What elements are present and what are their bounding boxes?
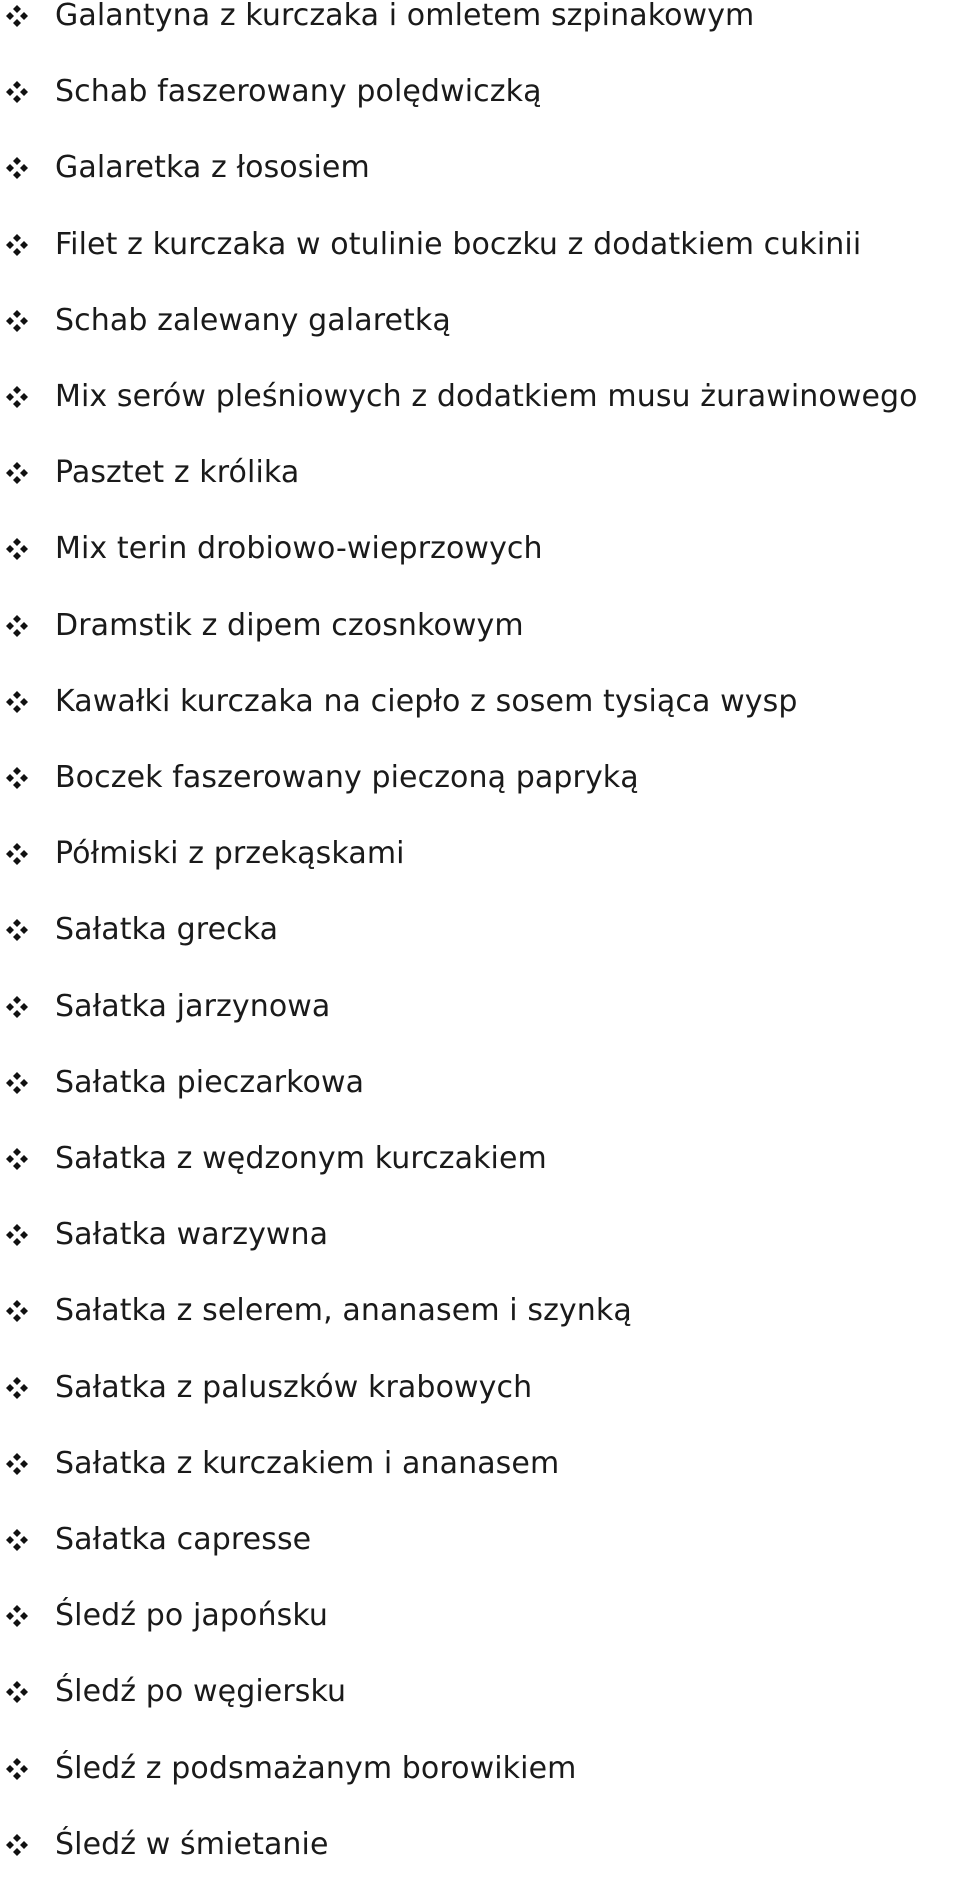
item-text: Filet z kurczaka w otulinie boczku z dodatkiem cukinii (55, 226, 862, 262)
four-diamond-bullet-icon (6, 691, 28, 713)
four-diamond-bullet-icon (6, 919, 28, 941)
item-text: Sałatka z wędzonym kurczakiem (55, 1141, 547, 1176)
item-text: Półmiski z przekąskami (55, 836, 405, 872)
four-diamond-bullet-icon (6, 234, 28, 256)
item-text: Sałatka pieczarkowa (55, 1064, 365, 1100)
item-text: Sałatka z selerem, ananasem i szynką (55, 1293, 632, 1329)
four-diamond-bullet-icon (6, 1834, 28, 1856)
four-diamond-bullet-icon (6, 538, 28, 560)
four-diamond-bullet-icon (6, 1224, 28, 1246)
four-diamond-bullet-icon (6, 157, 28, 179)
four-diamond-bullet-icon (6, 1758, 28, 1780)
four-diamond-bullet-icon (6, 1300, 28, 1322)
item-text: Sałatka capresse (55, 1522, 312, 1557)
four-diamond-bullet-icon (6, 1529, 28, 1551)
four-diamond-bullet-icon (6, 1453, 28, 1475)
item-text: Śledź po węgiersku (55, 1674, 347, 1710)
four-diamond-bullet-icon (6, 386, 28, 408)
item-text: Schab faszerowany polędwiczką (55, 74, 542, 110)
item-text: Boczek faszerowany pieczoną papryką (55, 760, 639, 795)
four-diamond-bullet-icon (6, 615, 28, 637)
four-diamond-bullet-icon (6, 81, 28, 103)
item-text: Pasztet z królika (55, 455, 300, 491)
item-text: Sałatka warzywna (55, 1217, 329, 1253)
item-text: Sałatka jarzynowa (55, 988, 331, 1024)
item-text: Sałatka z paluszków krabowych (55, 1369, 533, 1405)
four-diamond-bullet-icon (6, 5, 28, 27)
four-diamond-bullet-icon (6, 462, 28, 484)
four-diamond-bullet-icon (6, 996, 28, 1018)
item-text: Mix serów pleśniowych z dodatkiem musu żurawinowego (55, 379, 918, 414)
item-text: Śledź z podsmażanym borowikiem (55, 1750, 577, 1786)
four-diamond-bullet-icon (6, 1148, 28, 1170)
item-text: Galantyna z kurczaka i omletem szpinakowym (55, 0, 755, 33)
item-text: Galaretka z łososiem (55, 150, 370, 186)
four-diamond-bullet-icon (6, 1681, 28, 1703)
four-diamond-bullet-icon (6, 1605, 28, 1627)
four-diamond-bullet-icon (6, 1072, 28, 1094)
item-text: Sałatka grecka (55, 912, 279, 948)
item-text: Śledź w śmietanie (55, 1826, 329, 1862)
four-diamond-bullet-icon (6, 767, 28, 789)
item-text: Schab zalewany galaretką (55, 302, 451, 338)
item-text: Mix terin drobiowo-wieprzowych (55, 531, 543, 567)
four-diamond-bullet-icon (6, 310, 28, 332)
item-text: Sałatka z kurczakiem i ananasem (55, 1445, 560, 1481)
item-text: Dramstik z dipem czosnkowym (55, 607, 524, 643)
four-diamond-bullet-icon (6, 843, 28, 865)
item-text: Śledź po japońsku (55, 1598, 329, 1634)
item-text: Kawałki kurczaka na ciepło z sosem tysiąca wysp (55, 683, 798, 719)
four-diamond-bullet-icon (6, 1377, 28, 1399)
